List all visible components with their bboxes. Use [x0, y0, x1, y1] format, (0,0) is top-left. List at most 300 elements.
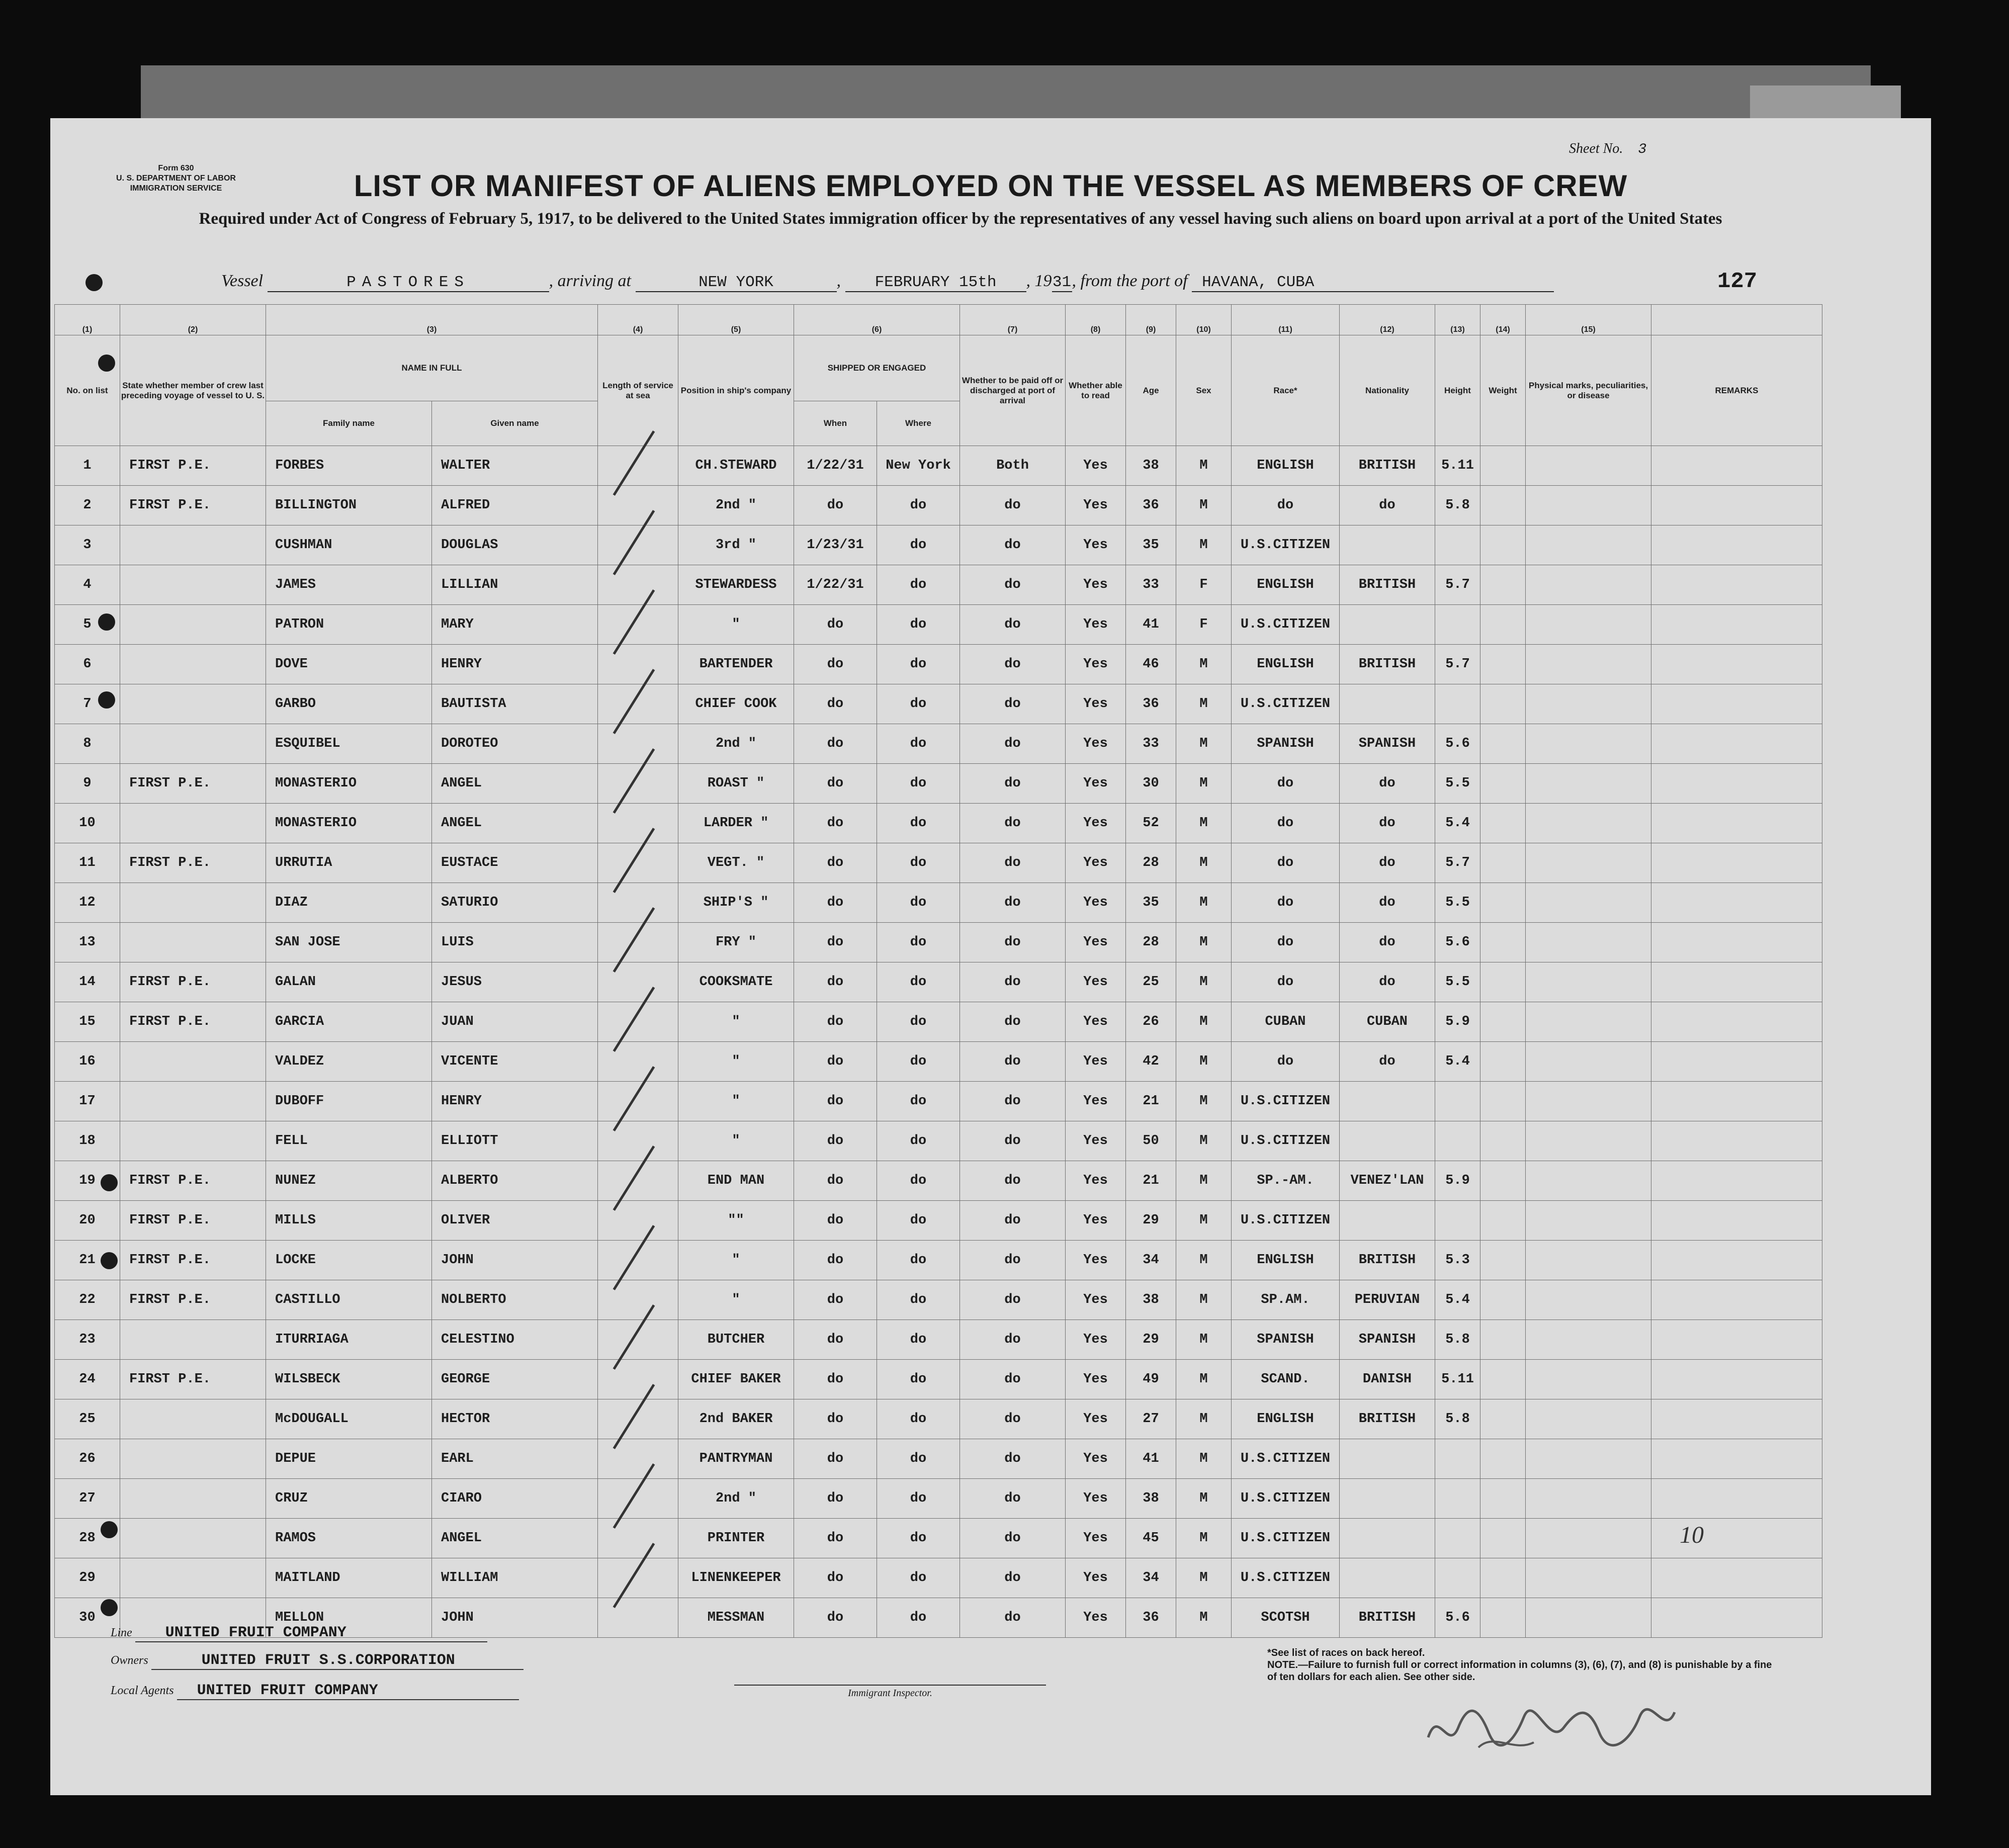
crew-status: FIRST P.E.: [120, 1280, 266, 1320]
physical-marks: [1526, 525, 1651, 565]
row-number: 15: [55, 1002, 120, 1042]
able-to-read: Yes: [1066, 1121, 1126, 1161]
nationality: do: [1340, 843, 1435, 883]
weight: [1480, 684, 1526, 724]
able-to-read: Yes: [1066, 486, 1126, 525]
position: 2nd ": [678, 724, 794, 764]
table-row: [55, 883, 1822, 923]
age: 41: [1126, 1439, 1176, 1479]
table-row: [55, 1360, 1822, 1399]
family-name: CRUZ: [266, 1479, 432, 1519]
given-name: DOUGLAS: [432, 525, 598, 565]
height: [1435, 1439, 1480, 1479]
crew-status: [120, 923, 266, 962]
race: ENGLISH: [1232, 446, 1340, 486]
shipped-where: do: [877, 883, 960, 923]
height: 5.3: [1435, 1241, 1480, 1280]
age: 29: [1126, 1320, 1176, 1360]
shipped-when: do: [794, 1280, 877, 1320]
weight: [1480, 1280, 1526, 1320]
paid-off: do: [960, 645, 1066, 684]
race: do: [1232, 962, 1340, 1002]
table-row: [55, 1002, 1822, 1042]
height: [1435, 1558, 1480, 1598]
table-row: [55, 1121, 1822, 1161]
sex: M: [1176, 525, 1232, 565]
manifest-header: [50, 118, 1931, 304]
table-row: [55, 525, 1822, 565]
nationality: [1340, 1201, 1435, 1241]
length-of-service: [598, 1042, 678, 1082]
length-of-service: [598, 1002, 678, 1042]
position: ": [678, 1042, 794, 1082]
position: LINENKEEPER: [678, 1558, 794, 1598]
crew-status: FIRST P.E.: [120, 1241, 266, 1280]
position: 2nd BAKER: [678, 1399, 794, 1439]
family-name: CUSHMAN: [266, 525, 432, 565]
shipped-where: do: [877, 1598, 960, 1638]
shipped-where: do: [877, 1439, 960, 1479]
paid-off: do: [960, 1082, 1066, 1121]
crew-status: [120, 1399, 266, 1439]
position: COOKSMATE: [678, 962, 794, 1002]
sex: M: [1176, 764, 1232, 804]
given-name: ANGEL: [432, 1519, 598, 1558]
age: 38: [1126, 1280, 1176, 1320]
weight: [1480, 1320, 1526, 1360]
physical-marks: [1526, 1519, 1651, 1558]
physical-marks: [1526, 724, 1651, 764]
line-value: UNITED FRUIT COMPANY: [135, 1624, 487, 1642]
nationality: do: [1340, 923, 1435, 962]
crew-status: FIRST P.E.: [120, 962, 266, 1002]
shipped-when: do: [794, 724, 877, 764]
shipped-when: 1/23/31: [794, 525, 877, 565]
race: SCOTSH: [1232, 1598, 1340, 1638]
race: U.S.CITIZEN: [1232, 684, 1340, 724]
table-row: [55, 764, 1822, 804]
sex: M: [1176, 843, 1232, 883]
family-name: GALAN: [266, 962, 432, 1002]
sex: F: [1176, 605, 1232, 645]
family-name: URRUTIA: [266, 843, 432, 883]
given-name: ALFRED: [432, 486, 598, 525]
paid-off: do: [960, 962, 1066, 1002]
age: 33: [1126, 724, 1176, 764]
given-name: WILLIAM: [432, 1558, 598, 1598]
agents-field: Local Agents UNITED FRUIT COMPANY: [111, 1682, 519, 1700]
height: [1435, 1082, 1480, 1121]
shipped-when: do: [794, 684, 877, 724]
remarks: [1651, 724, 1822, 764]
family-name: PATRON: [266, 605, 432, 645]
position: 2nd ": [678, 1479, 794, 1519]
table-row: [55, 1161, 1822, 1201]
weight: [1480, 1121, 1526, 1161]
position: BUTCHER: [678, 1320, 794, 1360]
remarks: [1651, 684, 1822, 724]
sex: M: [1176, 1320, 1232, 1360]
shipped-where: do: [877, 1201, 960, 1241]
shipped-where: do: [877, 1280, 960, 1320]
remarks: [1651, 1519, 1822, 1558]
height: 5.9: [1435, 1161, 1480, 1201]
nationality: do: [1340, 804, 1435, 843]
position: 3rd ": [678, 525, 794, 565]
height: 5.8: [1435, 1399, 1480, 1439]
able-to-read: Yes: [1066, 804, 1126, 843]
agents-value: UNITED FRUIT COMPANY: [177, 1682, 519, 1700]
paid-off: do: [960, 1320, 1066, 1360]
arrival-port: NEW YORK: [636, 274, 837, 292]
race: U.S.CITIZEN: [1232, 1201, 1340, 1241]
length-of-service: [598, 843, 678, 883]
row-number: 8: [55, 724, 120, 764]
position: ": [678, 605, 794, 645]
nationality: DANISH: [1340, 1360, 1435, 1399]
sex: M: [1176, 1479, 1232, 1519]
weight: [1480, 1201, 1526, 1241]
header-weight: Weight: [1480, 335, 1526, 446]
weight: [1480, 565, 1526, 605]
height: 5.8: [1435, 486, 1480, 525]
shipped-where: do: [877, 804, 960, 843]
family-name: VALDEZ: [266, 1042, 432, 1082]
paid-off: Both: [960, 446, 1066, 486]
shipped-where: do: [877, 1002, 960, 1042]
row-number: 16: [55, 1042, 120, 1082]
sex: F: [1176, 565, 1232, 605]
table-row: [55, 486, 1822, 525]
physical-marks: [1526, 1479, 1651, 1519]
crew-status: FIRST P.E.: [120, 1360, 266, 1399]
age: 52: [1126, 804, 1176, 843]
row-number: 4: [55, 565, 120, 605]
row-number: 10: [55, 804, 120, 843]
position: ": [678, 1082, 794, 1121]
nationality: BRITISH: [1340, 446, 1435, 486]
physical-marks: [1526, 565, 1651, 605]
paid-off: do: [960, 724, 1066, 764]
paid-off: do: [960, 1399, 1066, 1439]
table-row: [55, 1241, 1822, 1280]
family-name: NUNEZ: [266, 1161, 432, 1201]
physical-marks: [1526, 446, 1651, 486]
position: ": [678, 1280, 794, 1320]
shipped-where: do: [877, 684, 960, 724]
family-name: WILSBECK: [266, 1360, 432, 1399]
given-name: CIARO: [432, 1479, 598, 1519]
remarks: [1651, 486, 1822, 525]
shipped-where: do: [877, 565, 960, 605]
age: 35: [1126, 883, 1176, 923]
paid-off: do: [960, 565, 1066, 605]
family-name: MAITLAND: [266, 1558, 432, 1598]
family-name: SAN JOSE: [266, 923, 432, 962]
family-name: DUBOFF: [266, 1082, 432, 1121]
shipped-where: do: [877, 843, 960, 883]
weight: [1480, 962, 1526, 1002]
length-of-service: [598, 804, 678, 843]
given-name: EARL: [432, 1439, 598, 1479]
race: SP.AM.: [1232, 1280, 1340, 1320]
nationality: BRITISH: [1340, 1399, 1435, 1439]
able-to-read: Yes: [1066, 1320, 1126, 1360]
length-of-service: [598, 962, 678, 1002]
row-number: 7: [55, 684, 120, 724]
physical-marks: [1526, 843, 1651, 883]
age: 34: [1126, 1558, 1176, 1598]
race: SP.-AM.: [1232, 1161, 1340, 1201]
nationality: [1340, 1439, 1435, 1479]
age: 36: [1126, 684, 1176, 724]
able-to-read: Yes: [1066, 1439, 1126, 1479]
physical-marks: [1526, 1201, 1651, 1241]
sex: M: [1176, 1121, 1232, 1161]
height: 5.7: [1435, 645, 1480, 684]
table-row: [55, 804, 1822, 843]
table-row: [55, 962, 1822, 1002]
crew-rows: [55, 446, 1822, 1638]
race: ENGLISH: [1232, 565, 1340, 605]
position: CHIEF BAKER: [678, 1360, 794, 1399]
height: 5.6: [1435, 923, 1480, 962]
height: 5.11: [1435, 446, 1480, 486]
given-name: ELLIOTT: [432, 1121, 598, 1161]
height: 5.5: [1435, 764, 1480, 804]
header-able-to-read: Whether able to read: [1066, 335, 1126, 446]
length-of-service: [598, 525, 678, 565]
shipped-when: do: [794, 1241, 877, 1280]
weight: [1480, 1399, 1526, 1439]
table-row: [55, 1558, 1822, 1598]
remarks: [1651, 843, 1822, 883]
shipped-when: do: [794, 1399, 877, 1439]
family-name: RAMOS: [266, 1519, 432, 1558]
header-where: Where: [877, 401, 960, 446]
header-physical-marks: Physical marks, peculiarities, or disease: [1526, 335, 1651, 446]
height: 5.9: [1435, 1002, 1480, 1042]
height: 5.8: [1435, 1320, 1480, 1360]
given-name: JOHN: [432, 1598, 598, 1638]
table-row: [55, 724, 1822, 764]
physical-marks: [1526, 883, 1651, 923]
row-number: 13: [55, 923, 120, 962]
able-to-read: Yes: [1066, 843, 1126, 883]
weight: [1480, 486, 1526, 525]
header-when: When: [794, 401, 877, 446]
sex: M: [1176, 1161, 1232, 1201]
remarks: [1651, 883, 1822, 923]
table-row: [55, 923, 1822, 962]
nationality: SPANISH: [1340, 724, 1435, 764]
given-name: LILLIAN: [432, 565, 598, 605]
length-of-service: [598, 883, 678, 923]
shipped-when: 1/22/31: [794, 446, 877, 486]
shipped-when: do: [794, 843, 877, 883]
arrival-year: 31: [1052, 274, 1072, 291]
remarks: [1651, 1280, 1822, 1320]
able-to-read: Yes: [1066, 1558, 1126, 1598]
table-row: [55, 843, 1822, 883]
able-to-read: Yes: [1066, 1201, 1126, 1241]
table-row: [55, 1439, 1822, 1479]
position: ": [678, 1002, 794, 1042]
remarks: [1651, 764, 1822, 804]
paid-off: do: [960, 1201, 1066, 1241]
header-family-name: Family name: [266, 401, 432, 446]
family-name: DOVE: [266, 645, 432, 684]
header-age: Age: [1126, 335, 1176, 446]
age: 25: [1126, 962, 1176, 1002]
paid-off: do: [960, 1479, 1066, 1519]
race: U.S.CITIZEN: [1232, 1479, 1340, 1519]
physical-marks: [1526, 962, 1651, 1002]
crew-status: FIRST P.E.: [120, 1201, 266, 1241]
given-name: VICENTE: [432, 1042, 598, 1082]
height: 5.5: [1435, 962, 1480, 1002]
sex: M: [1176, 804, 1232, 843]
shipped-where: do: [877, 1320, 960, 1360]
weight: [1480, 843, 1526, 883]
line-field: Line UNITED FRUIT COMPANY: [111, 1624, 487, 1642]
shipped-when: do: [794, 1598, 877, 1638]
able-to-read: Yes: [1066, 1399, 1126, 1439]
physical-marks: [1526, 764, 1651, 804]
remarks: [1651, 1121, 1822, 1161]
race: CUBAN: [1232, 1002, 1340, 1042]
crew-status: FIRST P.E.: [120, 843, 266, 883]
weight: [1480, 1002, 1526, 1042]
able-to-read: Yes: [1066, 1241, 1126, 1280]
nationality: BRITISH: [1340, 645, 1435, 684]
race: U.S.CITIZEN: [1232, 605, 1340, 645]
family-name: GARBO: [266, 684, 432, 724]
row-number: 17: [55, 1082, 120, 1121]
sex: M: [1176, 883, 1232, 923]
document-title: LIST OR MANIFEST OF ALIENS EMPLOYED ON THE VESSEL AS MEMBERS OF CREW: [354, 169, 1628, 203]
race: do: [1232, 764, 1340, 804]
shipped-when: do: [794, 1201, 877, 1241]
able-to-read: Yes: [1066, 883, 1126, 923]
header-position: Position in ship's company: [678, 335, 794, 446]
able-to-read: Yes: [1066, 605, 1126, 645]
paid-off: do: [960, 1280, 1066, 1320]
paid-off: do: [960, 923, 1066, 962]
given-name: MARY: [432, 605, 598, 645]
remarks: [1651, 962, 1822, 1002]
footnote: *See list of races on back hereof. NOTE.—Failure to furnish full or correct information in columns (3), (6), (7), and (8) is punishable by a fine of ten dollars for each alien. See other side.: [1267, 1647, 1772, 1683]
crew-status: [120, 1121, 266, 1161]
table-row: [55, 1042, 1822, 1082]
nationality: PERUVIAN: [1340, 1280, 1435, 1320]
height: 5.5: [1435, 883, 1480, 923]
family-name: MELLON: [266, 1598, 432, 1638]
family-name: MILLS: [266, 1201, 432, 1241]
crew-status: [120, 684, 266, 724]
position: PANTRYMAN: [678, 1439, 794, 1479]
given-name: BAUTISTA: [432, 684, 598, 724]
remarks: [1651, 645, 1822, 684]
weight: [1480, 1439, 1526, 1479]
age: 29: [1126, 1201, 1176, 1241]
header-name-in-full: NAME IN FULL: [266, 335, 598, 401]
race: U.S.CITIZEN: [1232, 525, 1340, 565]
position: END MAN: [678, 1161, 794, 1201]
length-of-service: [598, 1241, 678, 1280]
able-to-read: Yes: [1066, 1042, 1126, 1082]
family-name: ESQUIBEL: [266, 724, 432, 764]
nationality: [1340, 525, 1435, 565]
vessel-line: Vessel PASTORES , arriving at NEW YORK , FEBRUARY 15th , 1931, from the port of HAVANA, CUBA: [221, 272, 1554, 292]
able-to-read: Yes: [1066, 962, 1126, 1002]
shipped-where: do: [877, 1161, 960, 1201]
shipped-where: do: [877, 1399, 960, 1439]
able-to-read: Yes: [1066, 923, 1126, 962]
race: U.S.CITIZEN: [1232, 1121, 1340, 1161]
crew-status: [120, 1558, 266, 1598]
table-row: [55, 1082, 1822, 1121]
shipped-where: do: [877, 1558, 960, 1598]
nationality: do: [1340, 486, 1435, 525]
remarks: [1651, 446, 1822, 486]
length-of-service: [598, 1121, 678, 1161]
paid-off: do: [960, 1598, 1066, 1638]
physical-marks: [1526, 1121, 1651, 1161]
able-to-read: Yes: [1066, 684, 1126, 724]
age: 38: [1126, 446, 1176, 486]
sex: M: [1176, 1439, 1232, 1479]
row-number: 28: [55, 1519, 120, 1558]
crew-status: [120, 804, 266, 843]
sex: M: [1176, 1042, 1232, 1082]
physical-marks: [1526, 1082, 1651, 1121]
physical-marks: [1526, 1161, 1651, 1201]
weight: [1480, 525, 1526, 565]
remarks: [1651, 1241, 1822, 1280]
shipped-when: do: [794, 804, 877, 843]
age: 49: [1126, 1360, 1176, 1399]
race: ENGLISH: [1232, 1241, 1340, 1280]
shipped-where: do: [877, 1042, 960, 1082]
nationality: do: [1340, 883, 1435, 923]
given-name: EUSTACE: [432, 843, 598, 883]
shipped-when: do: [794, 1161, 877, 1201]
row-number: 1: [55, 446, 120, 486]
sex: M: [1176, 1558, 1232, 1598]
shipped-when: do: [794, 1121, 877, 1161]
shipped-when: do: [794, 923, 877, 962]
row-number: 30: [55, 1598, 120, 1638]
sex: M: [1176, 724, 1232, 764]
position: PRINTER: [678, 1519, 794, 1558]
height: 5.4: [1435, 804, 1480, 843]
race: U.S.CITIZEN: [1232, 1439, 1340, 1479]
crew-status: [120, 645, 266, 684]
sex: M: [1176, 1002, 1232, 1042]
shipped-where: do: [877, 605, 960, 645]
race: do: [1232, 923, 1340, 962]
shipped-when: do: [794, 1002, 877, 1042]
able-to-read: Yes: [1066, 1479, 1126, 1519]
shipped-where: do: [877, 764, 960, 804]
crew-status: FIRST P.E.: [120, 486, 266, 525]
punch-hole: [85, 274, 103, 291]
able-to-read: Yes: [1066, 645, 1126, 684]
weight: [1480, 883, 1526, 923]
remarks: [1651, 1479, 1822, 1519]
remarks: [1651, 605, 1822, 645]
